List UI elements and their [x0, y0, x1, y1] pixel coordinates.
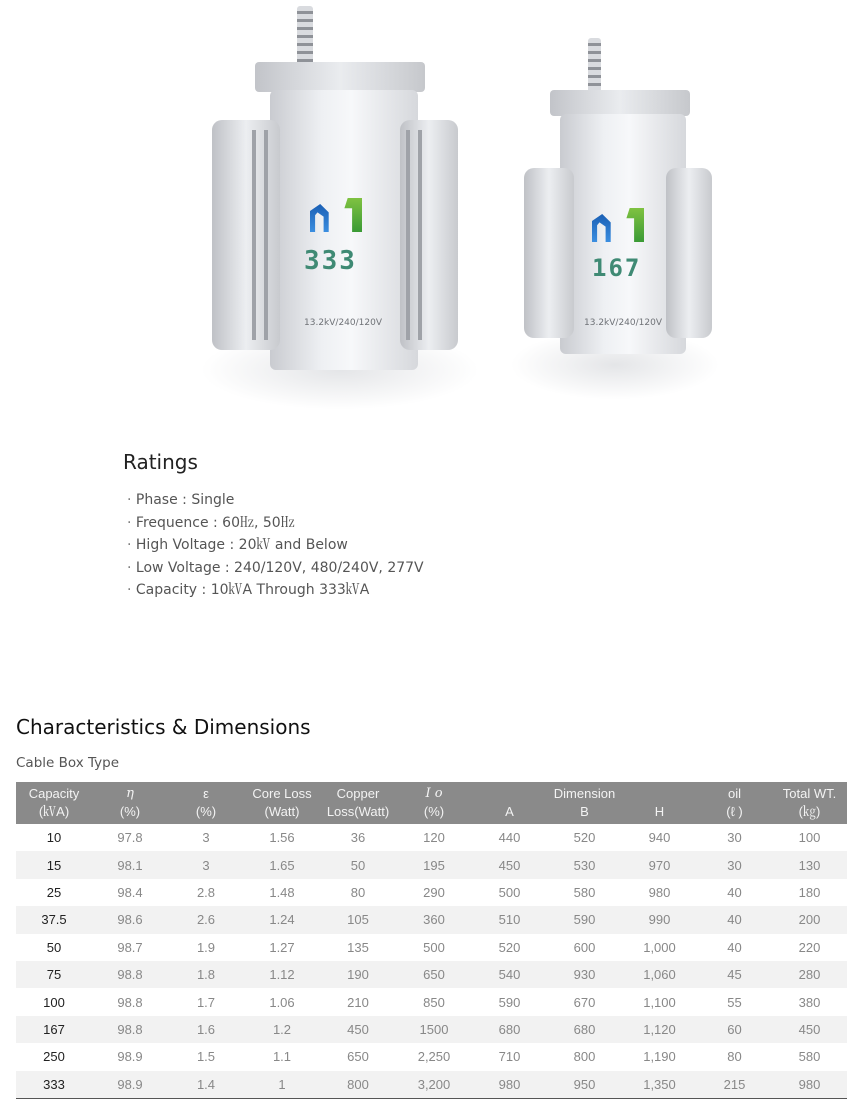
table-cell: 850 [423, 994, 445, 1010]
table-cell: 250 [43, 1049, 65, 1065]
unit-capacity: (㎸A) [16, 803, 92, 824]
characteristics-title: Characteristics & Dimensions [16, 715, 311, 739]
table-cell: 98.9 [92, 1071, 168, 1099]
table-cell: 800 [573, 1049, 596, 1065]
table-cell: 50 [46, 939, 62, 955]
table-cell: 105 [320, 906, 396, 933]
table-cell: 450 [320, 1016, 396, 1043]
table-cell: 98.8 [92, 961, 168, 988]
table-cell: 40 [727, 939, 742, 955]
characteristics-table [16, 782, 847, 1099]
table-cell: 1.4 [168, 1071, 244, 1099]
table-cell: 940 [648, 830, 671, 846]
table-cell: 98.8 [92, 1016, 168, 1043]
unit-efficiency: (%) [92, 803, 168, 824]
table-cell: 98.9 [117, 1049, 143, 1065]
table-cell: 97.8 [117, 830, 143, 846]
table-row [16, 879, 847, 906]
table-cell: 500 [423, 939, 445, 955]
table-cell: 1.65 [244, 851, 320, 878]
table-cell: 3 [202, 830, 210, 846]
col-core-loss: Core Loss [244, 782, 320, 803]
table-cell: 650 [396, 961, 472, 988]
table-cell: 360 [396, 906, 472, 933]
table-cell: 380 [798, 994, 821, 1010]
table-cell: 650 [347, 1049, 369, 1065]
table-cell: 40 [697, 906, 772, 933]
table-cell: 120 [423, 830, 445, 846]
table-row [16, 1071, 847, 1099]
col-no-load-current: I o [396, 782, 472, 803]
table-cell: 25 [46, 884, 62, 900]
table-cell: 98.7 [117, 939, 143, 955]
table-cell: 520 [498, 939, 521, 955]
table-cell: 98.4 [117, 884, 143, 900]
table-cell: 520 [573, 830, 596, 846]
company-logo [592, 208, 648, 248]
table-cell: 55 [727, 994, 742, 1010]
table-cell: 1.1 [272, 1049, 292, 1065]
rating-low-voltage: · Low Voltage : 240/120V, 480/240V, 277V [127, 557, 424, 580]
table-header-row [16, 782, 847, 803]
table-row [16, 906, 847, 933]
table-cell: 930 [547, 961, 622, 988]
table-row [16, 851, 847, 878]
table-cell: 510 [472, 906, 547, 933]
unit-total-weight: (㎏) [772, 803, 847, 824]
dimension-a: A [472, 803, 547, 824]
table-cell: 80 [350, 884, 366, 900]
col-efficiency: η [92, 782, 168, 803]
table-cell: 990 [622, 906, 697, 933]
table-cell: 3,200 [396, 1071, 472, 1099]
table-row [16, 824, 847, 851]
table-cell: 36 [350, 830, 366, 846]
table-cell: 98.8 [117, 994, 143, 1010]
table-cell: 440 [498, 830, 521, 846]
table-cell: 590 [498, 994, 521, 1010]
col-oil: oil [697, 782, 772, 803]
table-cell: 45 [697, 961, 772, 988]
table-cell: 98.6 [92, 906, 168, 933]
table-row [16, 1043, 847, 1070]
rating-phase: · Phase : Single [127, 489, 424, 512]
table-cell: 970 [622, 851, 697, 878]
kva-mark-167: 167 [592, 254, 642, 282]
table-cell: 98.1 [92, 851, 168, 878]
table-cell: 30 [727, 830, 742, 846]
table-cell: 1.7 [196, 994, 216, 1010]
table-cell: 80 [727, 1049, 742, 1065]
characteristics-subtitle: Cable Box Type [16, 755, 120, 771]
table-cell: 500 [498, 884, 521, 900]
table-row [16, 1016, 847, 1043]
table-cell: 680 [472, 1016, 547, 1043]
table-cell: 195 [396, 851, 472, 878]
dimension-b: B [547, 803, 622, 824]
table-cell: 75 [16, 961, 92, 988]
table-cell: 135 [347, 939, 369, 955]
table-header-units-row [16, 803, 847, 824]
table-cell: 290 [423, 884, 445, 900]
table-cell: 1,000 [643, 939, 676, 955]
table-cell: 590 [547, 906, 622, 933]
col-copper-loss: Copper [320, 782, 396, 803]
table-cell: 40 [727, 884, 742, 900]
table-cell: 2,250 [417, 1049, 451, 1065]
col-total-weight: Total WT. [772, 782, 847, 803]
table-cell: 280 [772, 961, 847, 988]
table-cell: 50 [320, 851, 396, 878]
product-photo [200, 0, 720, 410]
table-cell: 950 [547, 1071, 622, 1099]
table-cell: 2.6 [168, 906, 244, 933]
table-cell: 1.2 [244, 1016, 320, 1043]
table-cell: 100 [43, 994, 65, 1010]
table-cell: 3 [168, 851, 244, 878]
table-cell: 580 [573, 884, 596, 900]
col-regulation: ε [168, 782, 244, 803]
table-cell: 980 [772, 1071, 847, 1099]
table-cell: 1,190 [643, 1049, 676, 1065]
table-cell: 710 [498, 1049, 521, 1065]
col-capacity: Capacity [16, 782, 92, 803]
table-cell: 1500 [396, 1016, 472, 1043]
nameplate-text: 13.2kV/240/120V [304, 318, 382, 328]
unit-core-loss: (Watt) [244, 803, 320, 824]
table-cell: 980 [472, 1071, 547, 1099]
table-cell: 60 [697, 1016, 772, 1043]
table-cell: 167 [16, 1016, 92, 1043]
table-cell: 1.06 [269, 994, 295, 1010]
table-cell: 1.48 [269, 884, 295, 900]
table-cell: 1.12 [244, 961, 320, 988]
table-cell: 450 [472, 851, 547, 878]
table-cell: 1,060 [622, 961, 697, 988]
table-cell: 37.5 [16, 906, 92, 933]
table-cell: 450 [772, 1016, 847, 1043]
table-cell: 190 [320, 961, 396, 988]
table-cell: 1.5 [196, 1049, 216, 1065]
unit-oil: (ℓ ) [697, 803, 772, 824]
table-cell: 1.56 [269, 830, 295, 846]
nameplate-text: 13.2kV/240/120V [584, 318, 662, 328]
unit-regulation: (%) [168, 803, 244, 824]
table-cell: 1.9 [196, 939, 216, 955]
rating-high-voltage: · High Voltage : 20㎸ and Below [127, 534, 424, 557]
rating-frequence: · Frequence : 60㎐, 50㎐ [127, 512, 424, 535]
table-cell: 670 [573, 994, 596, 1010]
table-cell: 800 [320, 1071, 396, 1099]
table-cell: 1,350 [622, 1071, 697, 1099]
transformer-167-image [520, 38, 720, 358]
table-cell: 200 [772, 906, 847, 933]
table-cell: 100 [798, 830, 821, 846]
table-row [16, 988, 847, 1015]
table-cell: 15 [16, 851, 92, 878]
rating-capacity: · Capacity : 10㎸A Through 333㎸A [127, 579, 424, 602]
table-cell: 980 [648, 884, 671, 900]
table-row [16, 934, 847, 961]
table-cell: 1,120 [622, 1016, 697, 1043]
table-cell: 600 [573, 939, 596, 955]
table-cell: 2.8 [196, 884, 216, 900]
table-row [16, 961, 847, 988]
table-cell: 130 [772, 851, 847, 878]
dimension-h: H [622, 803, 697, 824]
table-cell: 1.8 [168, 961, 244, 988]
table-cell: 333 [16, 1071, 92, 1099]
ratings-title: Ratings [123, 450, 198, 474]
table-cell: 540 [472, 961, 547, 988]
transformer-333-image [210, 0, 460, 380]
table-cell: 1,100 [643, 994, 676, 1010]
table-cell: 580 [798, 1049, 821, 1065]
table-cell: 210 [347, 994, 369, 1010]
table-cell: 220 [798, 939, 821, 955]
kva-mark-333: 333 [304, 246, 357, 276]
table-cell: 1.6 [168, 1016, 244, 1043]
table-cell: 180 [798, 884, 821, 900]
col-dimension: Dimension [472, 782, 697, 803]
company-logo [310, 198, 366, 238]
unit-no-load-current: (%) [396, 803, 472, 824]
table-cell: 1.24 [244, 906, 320, 933]
ratings-list [127, 489, 424, 602]
table-cell: 215 [697, 1071, 772, 1099]
unit-copper-loss: Loss(Watt) [320, 803, 396, 824]
table-cell: 680 [547, 1016, 622, 1043]
table-cell: 1.27 [269, 939, 295, 955]
table-cell: 10 [46, 830, 62, 846]
table-cell: 530 [547, 851, 622, 878]
table-cell: 30 [697, 851, 772, 878]
table-cell: 1 [244, 1071, 320, 1099]
